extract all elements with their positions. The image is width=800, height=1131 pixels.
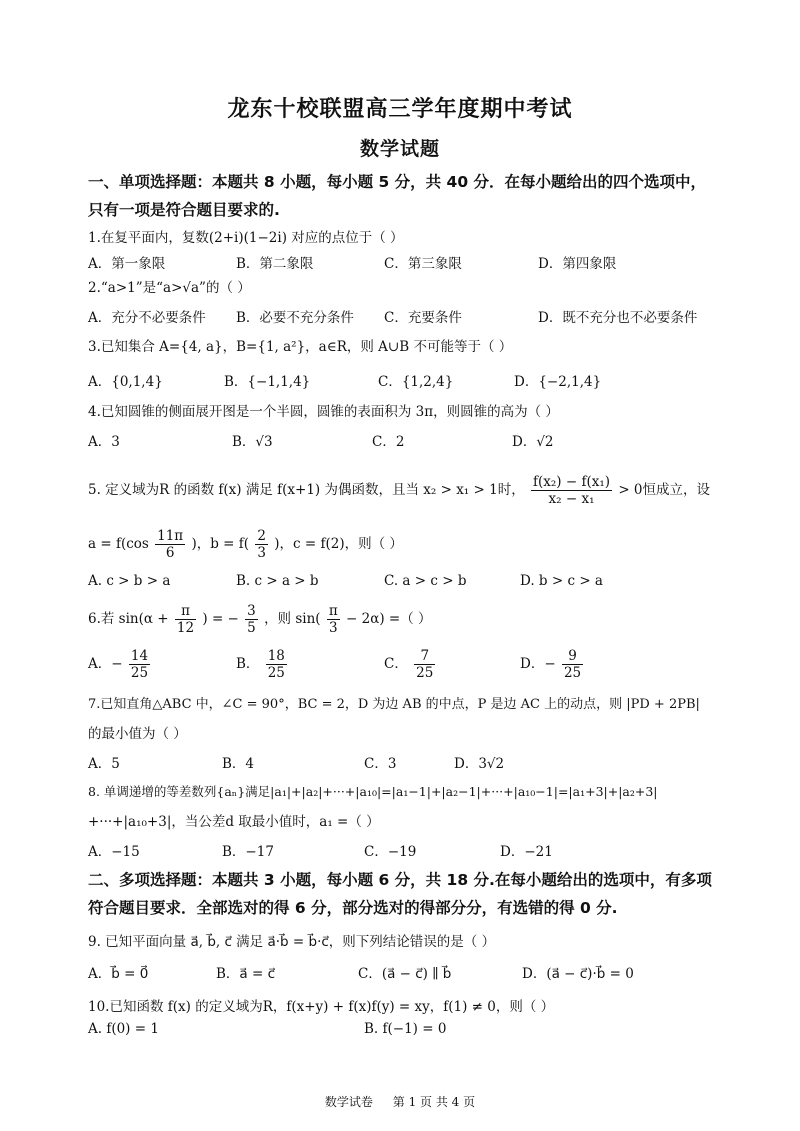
q4-stem: 4.已知圆锥的侧面展开图是一个半圆，圆锥的表面积为 3π，则圆锥的高为（ ） — [88, 404, 559, 420]
q1-option-c: C．第三象限 — [384, 256, 462, 272]
q3-stem: 3.已知集合 A={4, a}，B={1, a²}，a∈R，则 A∪B 不可能等于（ ） — [88, 339, 513, 355]
q6-stem-part-d: − 2α) =（ ） — [346, 611, 432, 627]
q6-option-d-fraction — [562, 648, 583, 681]
q9-option-a: A．b⃗ = 0⃗ — [88, 966, 149, 982]
q6-option-a-numerator: 14 — [130, 648, 149, 664]
q10-option-b: B. f(−1) = 0 — [364, 1021, 447, 1037]
q6-option-b-numerator: 18 — [267, 648, 285, 664]
q5-option-c: C. a > c > b — [384, 573, 467, 589]
q6-fraction-1-numerator: π — [175, 603, 196, 620]
q10-option-a: A. f(0) = 1 — [88, 1021, 159, 1037]
section1-heading-line1: 一、单项选择题：本题共 8 小题，每小题 5 分，共 40 分．在每小题给出的四个选项中， — [88, 173, 707, 191]
q6-fraction-3-denominator: 3 — [329, 620, 338, 636]
q8-option-c: C．−19 — [364, 844, 417, 860]
q6-option-c-denominator: 25 — [416, 665, 434, 681]
q8-option-b: B．−17 — [222, 844, 274, 860]
q6-stem-part-b: ) = − — [202, 611, 239, 627]
q2-stem: 2.“a>1”是“a>√a”的（ ） — [88, 280, 251, 296]
q6-option-a-label: A． — [88, 656, 112, 672]
q2-option-c: C．充要条件 — [384, 310, 462, 326]
page-footer — [0, 1093, 800, 1110]
footer-subject: 数学试卷 — [324, 1095, 373, 1109]
q4-option-d: D．√2 — [512, 434, 554, 450]
q5-ratio-fraction — [531, 474, 612, 507]
section2-heading-line1: 二、多项选择题：本题共 3 小题，每小题 6 分，共 18 分.在每小题给出的选项中，有多项 — [88, 871, 712, 889]
q6-option-d — [520, 648, 585, 681]
q3-option-b: B．{−1,1,4} — [224, 374, 311, 390]
q8-option-d: D．−21 — [500, 844, 553, 860]
q5-ratio-denominator: x₂ − x₁ — [548, 491, 595, 507]
q6-option-a-denominator: 25 — [130, 665, 149, 681]
q1-option-b: B．第二象限 — [236, 256, 314, 272]
q6-fraction-3 — [327, 603, 340, 636]
q5-cos-numerator: 11π — [157, 528, 184, 544]
q6-option-c-label: C． — [384, 656, 408, 672]
q5-line2-part-b: )，b = f( — [191, 536, 250, 552]
q6-option-d-label: D． — [520, 656, 545, 672]
q9-option-c: C．(a⃗ − c⃗) ∥ b⃗ — [358, 966, 452, 982]
q4-option-a: A．3 — [88, 434, 120, 450]
page-subtitle: 数学试题 — [359, 138, 440, 160]
q5-b-denominator: 3 — [257, 545, 266, 561]
q6-fraction-2-numerator: 3 — [247, 603, 256, 619]
q6-option-c-numerator: 7 — [414, 648, 435, 665]
q6-stem-part-a: 6.若 sin(α + — [88, 611, 169, 627]
q5-cos-fraction — [155, 528, 185, 561]
q7-option-d: D．3√2 — [454, 756, 505, 772]
q6-option-b — [236, 648, 289, 681]
q5-line2-part-a: a = f(cos — [88, 536, 149, 552]
q5-option-d: D. b > c > a — [520, 573, 603, 589]
q1-option-d: D．第四象限 — [538, 256, 617, 272]
q6-option-a-sign: − — [111, 656, 123, 672]
q6-option-a-fraction — [129, 648, 150, 681]
q3-option-d: D．{−2,1,4} — [514, 374, 602, 390]
q6-stem-part-c: ，则 sin( — [264, 611, 321, 627]
q6-option-d-numerator: 9 — [562, 648, 583, 665]
q6-fraction-1-denominator: 12 — [176, 620, 195, 636]
q6-stem — [88, 603, 432, 636]
q2-option-a: A．充分不必要条件 — [88, 310, 206, 326]
q6-fraction-1 — [175, 603, 196, 636]
q7-stem-line1: 7.已知直角△ABC 中，∠C = 90°，BC = 2，D 为边 AB 的中点，P 是边 AC 上的动点，则 |PD + 2PB| — [88, 697, 700, 712]
q5-stem-part-a: 5. 定义域为R 的函数 f(x) 满足 f(x+1) 为偶函数，且当 x₂ > x₁ > 1时， — [88, 482, 525, 498]
q6-option-a — [88, 648, 152, 681]
q5-ratio-numerator: f(x₂) − f(x₁) — [533, 474, 611, 490]
q5-option-b: B. c > a > b — [236, 573, 319, 589]
q8-stem-line1: 8. 单调递增的等差数列{aₙ}满足|a₁|+|a₂|+···+|a₁₀|=|a₁−1|+|a₂−1|+···+|a₁₀−1|=|a₁+3|+|a₂+3| — [88, 784, 658, 799]
q4-option-c: C．2 — [372, 434, 405, 450]
q3-option-a: A．{0,1,4} — [88, 374, 163, 390]
q6-option-c — [384, 648, 437, 681]
section2-heading-line2: 符合题目要求．全部选对的得 6 分，部分选对的得部分分，有选错的得 0 分. — [88, 899, 618, 917]
q4-option-b: B．√3 — [232, 434, 273, 450]
q8-option-a: A．−15 — [88, 844, 140, 860]
q6-option-d-sign: − — [544, 656, 556, 672]
q6-fraction-3-numerator: π — [328, 603, 338, 619]
q8-stem-line2: +···+|a₁₀+3|，当公差d 取最小值时，a₁ =（ ） — [88, 814, 380, 830]
q2-option-b: B．必要不充分条件 — [236, 310, 354, 326]
q7-option-c: C．3 — [364, 756, 397, 772]
q5-line2-part-c: )，c = f(2)，则（ ） — [274, 536, 403, 552]
q5-stem-line1 — [88, 474, 710, 507]
q6-option-b-label: B． — [236, 656, 260, 672]
q6-fraction-2-denominator: 5 — [247, 620, 256, 636]
q1-option-a: A．第一象限 — [88, 256, 166, 272]
q9-option-b: B．a⃗ = c⃗ — [216, 966, 276, 982]
q6-fraction-2 — [245, 603, 258, 636]
q6-option-c-fraction — [414, 648, 435, 681]
q7-option-b: B．4 — [222, 756, 255, 772]
q2-option-d: D．既不充分也不必要条件 — [538, 310, 698, 326]
page-title: 龙东十校联盟高三学年度期中考试 — [227, 97, 573, 122]
q3-option-c: C．{1,2,4} — [378, 374, 454, 390]
q9-stem: 9. 已知平面向量 a⃗, b⃗, c⃗ 满足 a⃗·b⃗ = b⃗·c⃗，则下列结论错误的是（ ） — [88, 934, 496, 950]
q1-stem: 1.在复平面内，复数(2+i)(1−2i) 对应的点位于（ ） — [88, 230, 404, 246]
q9-option-d: D．(a⃗ − c⃗)·b⃗ = 0 — [522, 966, 634, 982]
q5-b-numerator: 2 — [257, 528, 266, 544]
q7-stem-line2: 的最小值为（ ） — [88, 726, 187, 742]
q6-option-b-fraction — [266, 648, 287, 681]
q10-stem: 10.已知函数 f(x) 的定义域为R，f(x+y) + f(x)f(y) = xy，f(1) ≠ 0，则（ ） — [88, 999, 555, 1015]
q5-stem-part-b: > 0恒成立，设 — [618, 482, 711, 498]
q5-stem-line2 — [88, 528, 403, 561]
q6-option-d-denominator: 25 — [563, 665, 582, 681]
q5-cos-denominator: 6 — [165, 545, 175, 561]
section1-heading-line2: 只有一项是符合题目要求的. — [88, 201, 280, 219]
q5-option-a: A. c > b > a — [88, 573, 171, 589]
q5-b-fraction — [255, 528, 268, 561]
q7-option-a: A．5 — [88, 756, 120, 772]
q6-option-b-denominator: 25 — [267, 665, 285, 681]
footer-page-number: 第 1 页 共 4 页 — [392, 1095, 476, 1109]
